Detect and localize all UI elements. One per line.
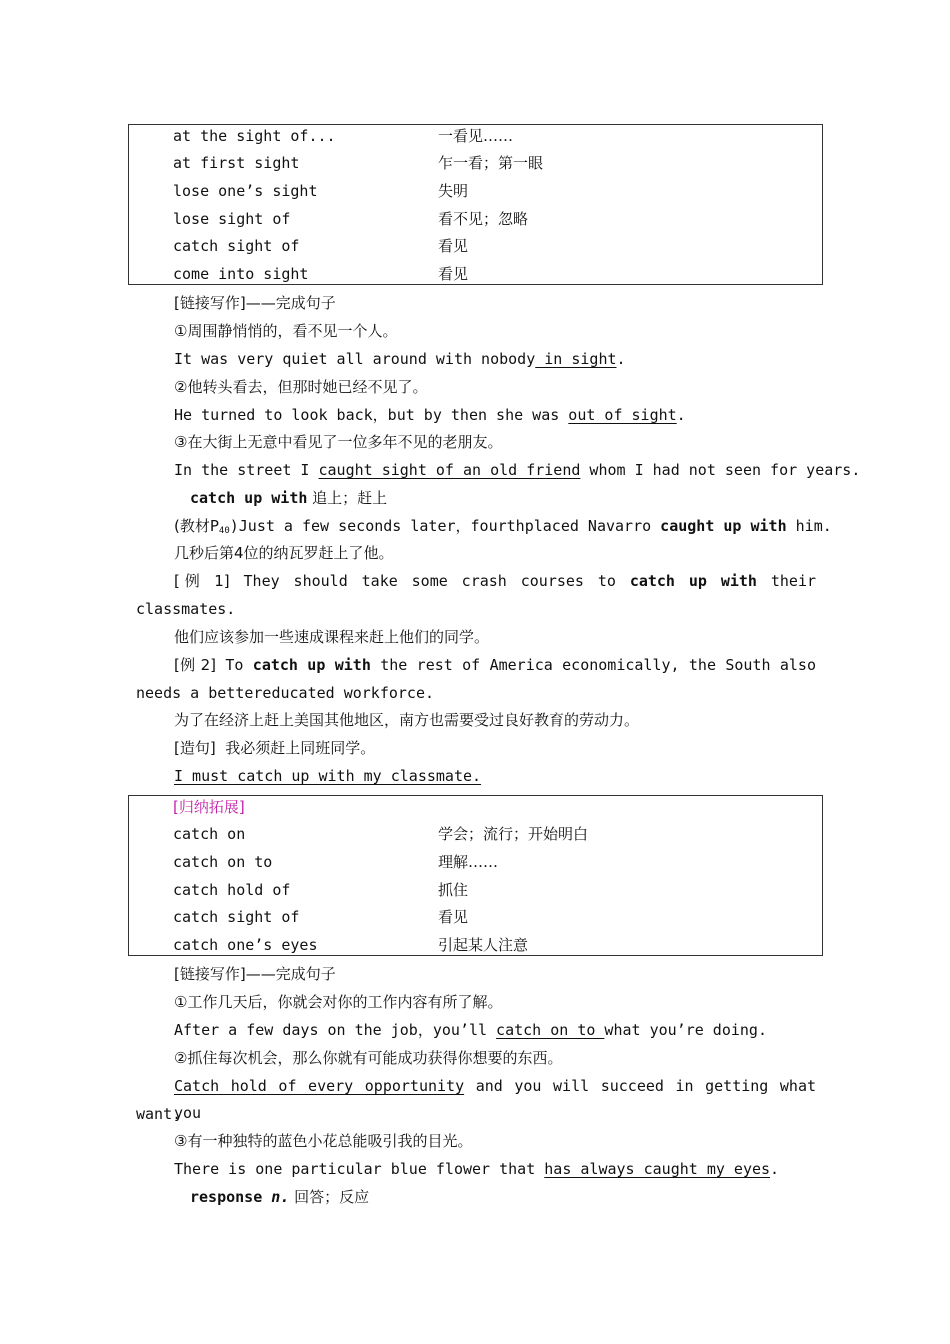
phrase-cn: 一看见…… [438,127,514,145]
phrase-row [173,206,822,233]
example-sentence: [例 1] They should take some crash courses to catch up with their [174,572,817,590]
answer-blank: catch on to [496,1021,605,1039]
phrase-cn: 看见 [438,265,469,283]
phrase-en: catch on to [173,853,273,871]
phrase-row [173,877,822,904]
section-heading: [链接写作]——完成句子 [174,294,336,312]
phrase-row [173,849,822,876]
phrase-en: catch on [173,825,246,843]
phrase-row [173,821,822,848]
exercise-prompt: ①工作几天后，你就会对你的工作内容有所了解。 [174,993,503,1011]
phrase-cn: 看不见；忽略 [438,210,529,228]
exercise-prompt: ②他转头看去，但那时她已经不见了。 [174,378,428,396]
exercise-sentence: Catch hold of every opportunity and you will succeed in getting what you [174,1077,817,1122]
vocab-word: catch up with [190,489,308,507]
phrase-row [173,932,822,959]
phrase-cn: 引起某人注意 [438,936,529,954]
answer-blank: Catch hold of every opportunity [174,1077,465,1095]
phrase-row [173,261,822,288]
phrase-en: at the sight of... [173,127,336,145]
exercise-sentence: He turned to look back，but by then she was out of sight. [174,406,686,424]
vocab-heading [190,1184,816,1211]
exercise-sentence: After a few days on the job，you’ll catch on to what you’re doing. [174,1021,767,1039]
phrase-en: catch hold of [173,881,291,899]
vocab-word: response [190,1188,263,1206]
phrase-box-catch [128,795,823,956]
phrase-row [173,233,822,260]
phrase-cn: 看见 [438,237,469,255]
vocab-meaning: 追上；赶上 [307,489,388,507]
exercise-prompt: ②抓住每次机会，那么你就有可能成功获得你想要的东西。 [174,1049,563,1067]
example-sentence: [例 2] To catch up with the rest of America economically, the South also [174,656,816,674]
phrase-en: catch sight of [173,237,300,255]
exercise-sentence: There is one particular blue flower that has always caught my eyes. [174,1160,780,1178]
phrase-cn: 抓住 [438,881,469,899]
phrase-en: lose one’s sight [173,182,318,200]
exercise-prompt: ③在大街上无意中看见了一位多年不见的老朋友。 [174,433,503,451]
make-sentence-answer: I must catch up with my classmate. [174,767,482,785]
phrase-cn: 看见 [438,908,469,926]
section-heading: [链接写作]——完成句子 [174,965,336,983]
exercise-sentence: In the street I caught sight of an old friend whom I had not seen for years. [174,461,861,479]
make-sentence-prompt: [造句] 我必须赶上同班同学。 [174,739,376,757]
phrase-en: come into sight [173,265,309,283]
answer-blank: caught sight of an old friend [318,461,581,479]
phrase-en: catch sight of [173,908,300,926]
example-sentence-cont: classmates. [136,600,236,618]
exercise-prompt: ①周围静悄悄的，看不见一个人。 [174,322,398,340]
phrase-en: lose sight of [173,210,291,228]
answer-blank: in sight [535,350,617,368]
phrase-en: catch one’s eyes [173,936,318,954]
phrase-box-sight [128,124,823,285]
phrase-row [173,904,822,931]
exercise-sentence-cont: want. [136,1105,182,1123]
phrase-cn: 失明 [438,182,469,200]
phrase-en: at first sight [173,154,300,172]
vocab-pos: n. [271,1188,290,1206]
translation: 几秒后第4位的纳瓦罗赶上了他。 [174,544,394,562]
answer-blank: out of sight [568,406,677,424]
vocab-meaning: 回答；反应 [289,1188,370,1206]
answer-blank: has always caught my eyes [544,1160,771,1178]
textbook-sentence: (教材$P_{40})Just$ a few seconds later，fourthplaced Navarro caught up with him. [174,517,832,536]
translation: 他们应该参加一些速成课程来赶上他们的同学。 [174,628,490,646]
phrase-cn: 理解…… [438,853,499,871]
phrase-row [173,178,822,205]
box-heading: [归纳拓展] [173,798,245,816]
vocab-heading [190,485,816,512]
phrase-cn: 乍一看；第一眼 [438,154,544,172]
exercise-sentence: It was very quiet all around with nobody in sight. [174,350,626,368]
phrase-cn: 学会；流行；开始明白 [438,825,589,843]
example-sentence-cont: needs a bettereducated workforce. [136,684,435,702]
phrase-row [173,150,822,177]
phrase-row [173,123,822,150]
translation: 为了在经济上赶上美国其他地区，南方也需要受过良好教育的劳动力。 [174,711,640,729]
exercise-prompt: ③有一种独特的蓝色小花总能吸引我的目光。 [174,1132,473,1150]
